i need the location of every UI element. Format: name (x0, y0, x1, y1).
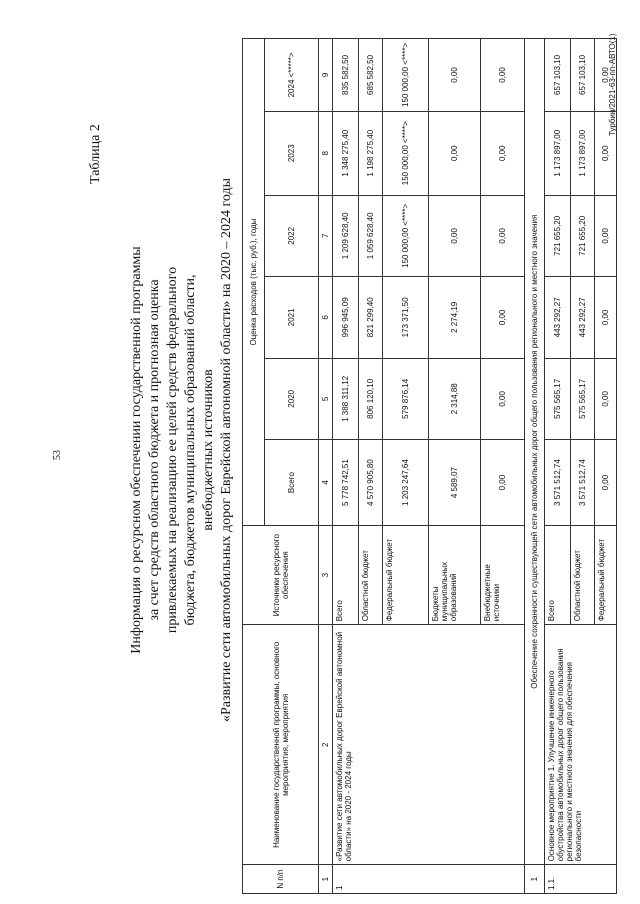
col-number: 8 (319, 111, 333, 195)
value-cell: 1 203 247,64 (383, 440, 429, 526)
value-cell: 3 571 512,74 (545, 440, 571, 526)
value-cell: 685 582,50 (359, 39, 383, 112)
value-cell: 1 348 275,40 (333, 111, 359, 195)
header-name: Наименование государственной программы, основного мероприятия, мероприятия (243, 625, 319, 865)
header-2022: 2022 (265, 195, 319, 277)
section-num: 1 (525, 865, 545, 894)
value-cell: 443 292,27 (545, 277, 571, 359)
value-cell: 4 589,07 (429, 440, 481, 526)
value-cell: 1 209 628,40 (333, 195, 359, 277)
value-cell: 150 000,00 <****> (383, 39, 429, 112)
value-cell: 0,00 (595, 440, 617, 526)
source-cell: Областной бюджет (571, 526, 595, 625)
source-cell: Федеральный бюджет (595, 526, 617, 625)
value-cell: 4 570 905,80 (359, 440, 383, 526)
resource-table (242, 38, 617, 894)
program-name: «Развитие сети автомобильных дорог Еврейской автономной области» на 2020 - 2024 годы (333, 625, 525, 865)
header-2020: 2020 (265, 358, 319, 440)
header-source: Источники ресурсного обеспечения (243, 526, 319, 625)
value-cell: 2 314,88 (429, 358, 481, 440)
title-line: бюджета, бюджетов муниципальных образований области, (183, 274, 198, 626)
measure-num: 1.1. (545, 865, 617, 894)
value-cell: 1 198 275,40 (359, 111, 383, 195)
header-2021: 2021 (265, 277, 319, 359)
source-cell: Областной бюджет (359, 526, 383, 625)
source-cell: Бюджеты муниципальных образований (429, 526, 481, 625)
value-cell: 1 059 628,40 (359, 195, 383, 277)
value-cell: 0,00 (481, 358, 525, 440)
header-2024: 2024 <*****> (265, 39, 319, 112)
col-number: 4 (319, 440, 333, 526)
table-label: Таблица 2 (88, 124, 103, 184)
value-cell: 1 173 897,00 (571, 111, 595, 195)
value-cell: 575 565,17 (545, 358, 571, 440)
program-num: 1 (333, 865, 525, 894)
value-cell: 657 103,10 (545, 39, 571, 112)
document-footer: Турбин/2021-63-пп-АВТО(1) (608, 33, 617, 136)
value-cell: 0,00 (429, 39, 481, 112)
value-cell: 575 565,17 (571, 358, 595, 440)
source-cell: Всего (333, 526, 359, 625)
col-number: 1 (319, 865, 333, 894)
value-cell: 0,00 (429, 111, 481, 195)
col-number: 2 (319, 625, 333, 865)
col-number: 6 (319, 277, 333, 359)
title-line: привлекаемых на реализацию ее целей средств федерального (165, 266, 180, 634)
value-cell: 1 388 311,12 (333, 358, 359, 440)
document-title (128, 140, 236, 760)
col-number: 9 (319, 39, 333, 112)
value-cell: 835 582,50 (333, 39, 359, 112)
source-cell: Федеральный бюджет (383, 526, 429, 625)
value-cell: 1 173 897,00 (545, 111, 571, 195)
header-total: Всего (265, 440, 319, 526)
value-cell: 0,00 (595, 277, 617, 359)
value-cell: 721 655,20 (545, 195, 571, 277)
value-cell: 806 120,10 (359, 358, 383, 440)
value-cell: 996 945,09 (333, 277, 359, 359)
value-cell: 821 299,40 (359, 277, 383, 359)
measure-name: Основное мероприятие 1. Улучшение инженерного обустройства автомобильных дорог общего пользования регионального и местного значения для обеспечения безопасности (545, 625, 617, 865)
value-cell: 0,00 (481, 195, 525, 277)
header-2023: 2023 (265, 111, 319, 195)
value-cell: 657 103,10 (571, 39, 595, 112)
col-number: 5 (319, 358, 333, 440)
source-cell: Внебюджетные источники (481, 526, 525, 625)
title-line: Информация о ресурсном обеспечении государственной программы (129, 246, 144, 654)
value-cell: 0,00 (481, 111, 525, 195)
value-cell: 150 000,00 <****> (383, 111, 429, 195)
value-cell: 579 876,14 (383, 358, 429, 440)
value-cell: 0,00 (429, 195, 481, 277)
value-cell: 0,00 (595, 195, 617, 277)
value-cell: 2 274,19 (429, 277, 481, 359)
value-cell: 5 778 742,51 (333, 440, 359, 526)
title-line: за счет средств областного бюджета и прогнозная оценка (147, 279, 162, 621)
value-cell: 0,00 (481, 39, 525, 112)
header-estimate: Оценка расходов (тыс. руб.), годы (243, 39, 265, 526)
title-line: внебюджетных источников (201, 369, 216, 531)
value-cell: 0,00 (481, 277, 525, 359)
value-cell: 721 655,20 (571, 195, 595, 277)
value-cell: 173 371,50 (383, 277, 429, 359)
value-cell: 0,00 (595, 358, 617, 440)
value-cell: 3 571 512,74 (571, 440, 595, 526)
title-line: «Развитие сети автомобильных дорог Еврейской автономной области» на 2020 – 2024 годы (219, 177, 234, 723)
header-num: N п/п (243, 865, 319, 894)
source-cell: Всего (545, 526, 571, 625)
value-cell: 443 292,27 (571, 277, 595, 359)
section-title: Обеспечение сохранности существующей сети автомобильных дорог общего пользования регионального и местного значения (525, 39, 545, 865)
value-cell: 0,00 (595, 111, 617, 195)
value-cell: 0,00 (595, 39, 617, 112)
value-cell: 150 000,00 <****> (383, 195, 429, 277)
col-number: 3 (319, 526, 333, 625)
value-cell: 0,00 (481, 440, 525, 526)
page-number: 53 (52, 450, 63, 460)
col-number: 7 (319, 195, 333, 277)
